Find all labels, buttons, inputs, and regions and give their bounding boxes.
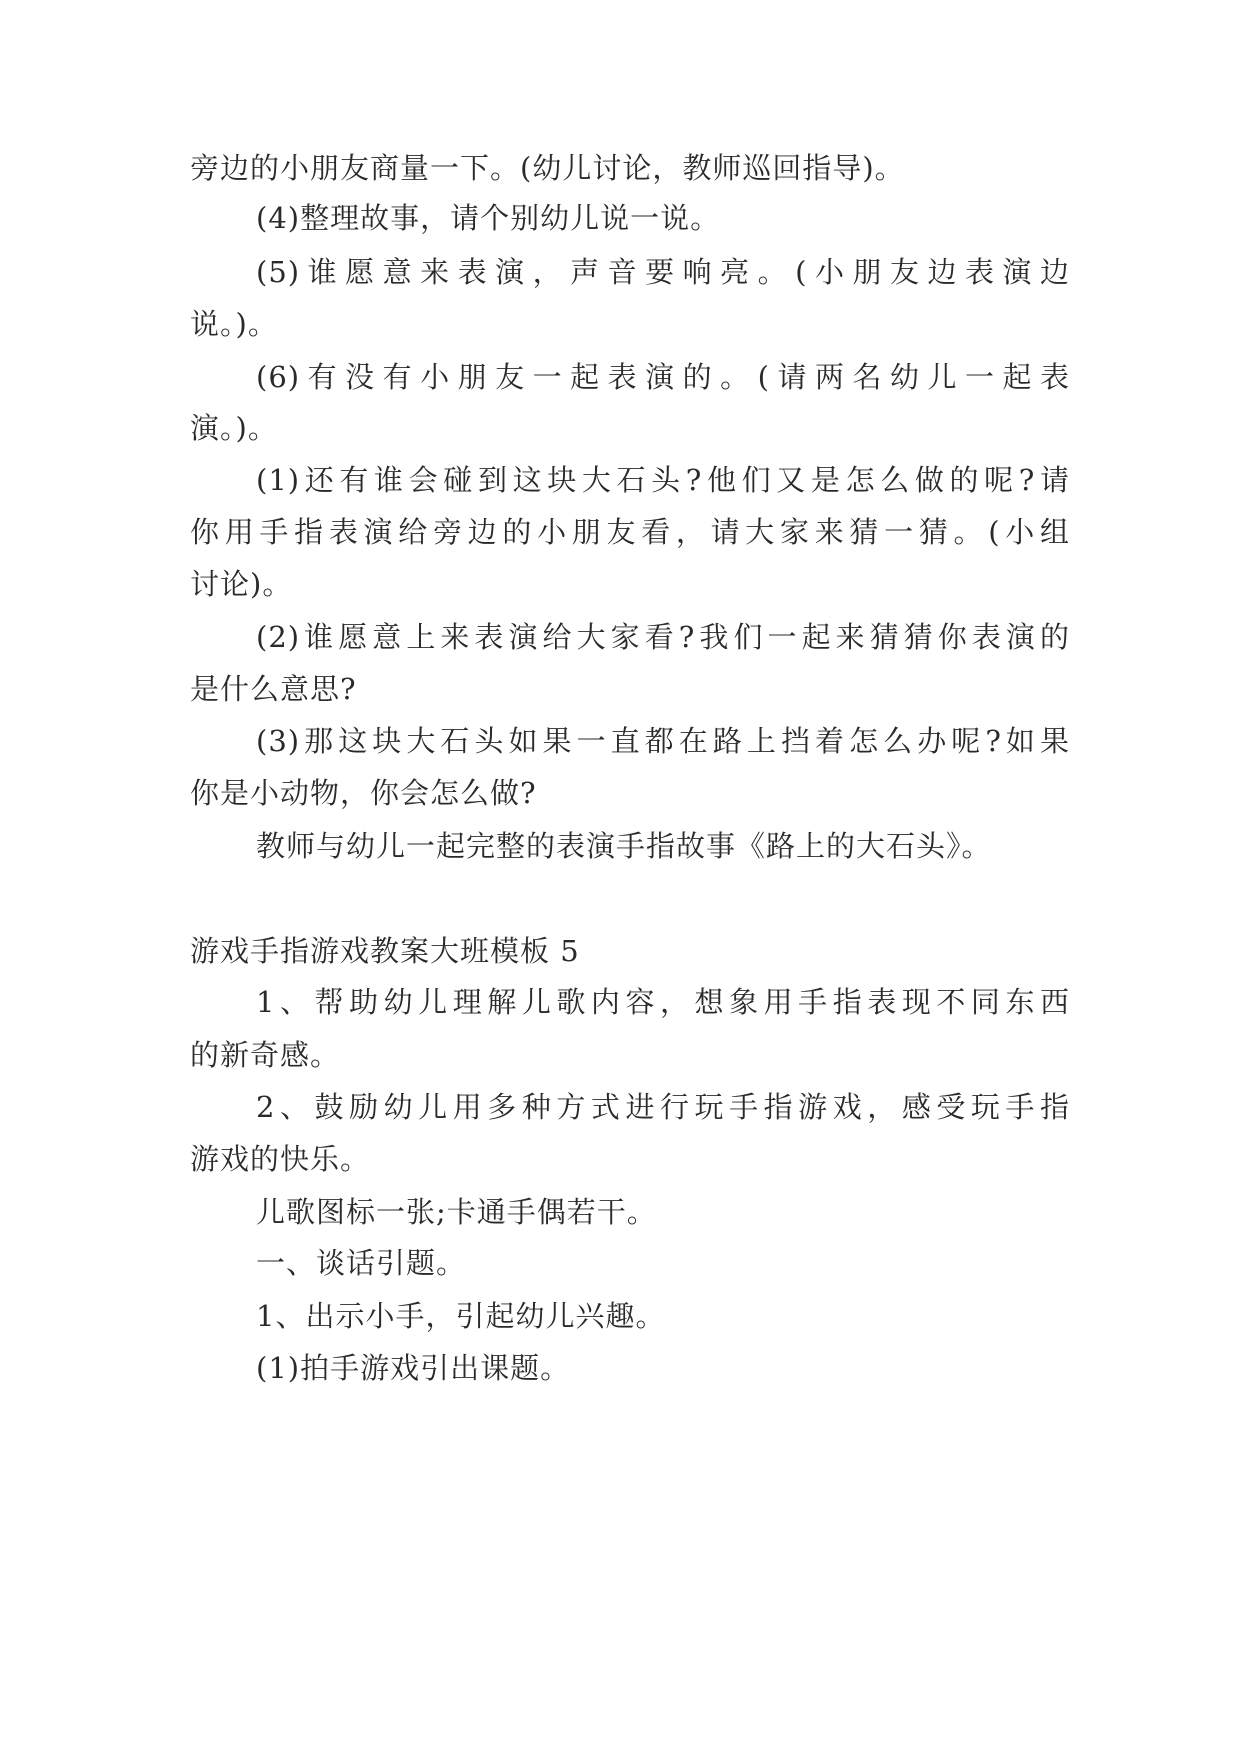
paragraph-line: 你是小动物，你会怎么做? [190,776,537,810]
paragraph-line: (6)有没有小朋友一起表演的。(请两名幼儿一起表 [256,360,1070,394]
paragraph-line: 1、出示小手，引起幼儿兴趣。 [256,1299,666,1333]
paragraph-line: 是什么意思? [190,672,357,706]
paragraph-line: 游戏的快乐。 [190,1142,371,1176]
paragraph-line: (1)还有谁会碰到这块大石头?他们又是怎么做的呢?请 [256,463,1070,497]
paragraph-line: (3)那这块大石头如果一直都在路上挡着怎么办呢?如果 [256,724,1070,758]
paragraph-line: 演。)。 [190,411,278,445]
paragraph-line: 1、帮助幼儿理解儿歌内容，想象用手指表现不同东西 [256,985,1070,1019]
paragraph-line: 讨论)。 [190,567,293,601]
paragraph-line: 你用手指表演给旁边的小朋友看，请大家来猜一猜。(小组 [190,515,1070,549]
paragraph-line: 教师与幼儿一起完整的表演手指故事《路上的大石头》。 [256,829,992,863]
paragraph-line: 说。)。 [190,307,278,341]
paragraph-line: 2、鼓励幼儿用多种方式进行玩手指游戏，感受玩手指 [256,1090,1070,1124]
paragraph-line: 儿歌图标一张;卡通手偶若干。 [256,1195,657,1229]
paragraph-line: 旁边的小朋友商量一下。(幼儿讨论，教师巡回指导)。 [190,151,905,185]
paragraph-line: (4)整理故事，请个别幼儿说一说。 [256,201,721,235]
paragraph-line: (5)谁愿意来表演，声音要响亮。(小朋友边表演边 [256,255,1070,289]
paragraph-line: (1)拍手游戏引出课题。 [256,1351,571,1385]
paragraph-line: 一、谈话引题。 [256,1246,467,1280]
paragraph-line: 的新奇感。 [190,1038,341,1072]
paragraph-line: (2)谁愿意上来表演给大家看?我们一起来猜猜你表演的 [256,620,1070,654]
section-heading: 游戏手指游戏教案大班模板 5 [190,934,580,968]
